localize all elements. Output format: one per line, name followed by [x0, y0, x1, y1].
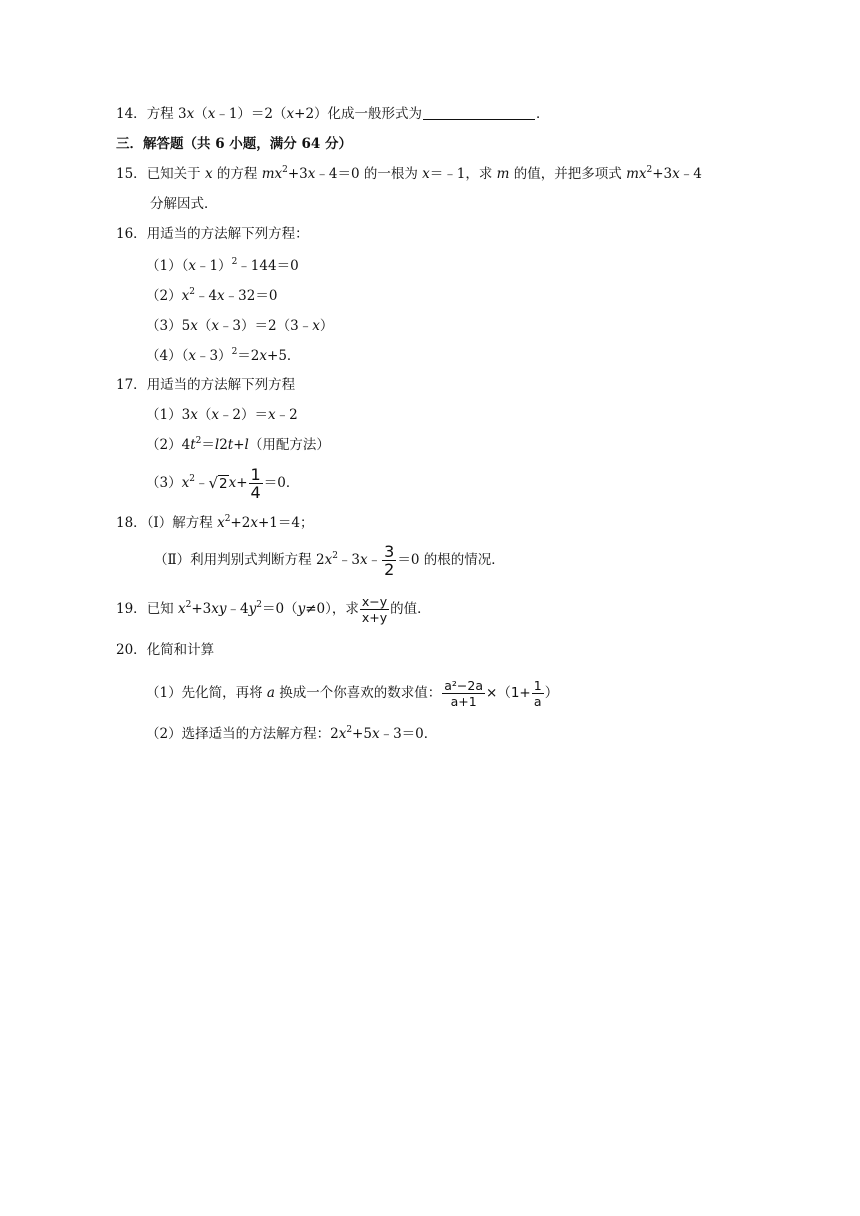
question-number: 19．	[116, 601, 147, 617]
math-text: （	[194, 106, 208, 122]
math-text: （3）5	[146, 318, 191, 334]
superscript: 2	[646, 165, 653, 175]
math-text: a	[266, 685, 275, 701]
math-text: +2）化成一般形式为	[294, 106, 423, 122]
math-text: ﹣4	[194, 288, 218, 304]
math-text: x	[286, 106, 295, 122]
math-text: ）	[544, 685, 559, 701]
math-text: ﹣4	[226, 601, 249, 617]
math-text: ﹣3）＝2（3﹣	[218, 318, 313, 334]
superscript: 2	[346, 725, 353, 735]
math-text: x	[211, 318, 219, 334]
section-heading: 三．解答题（共 6 小题，满分 64 分）	[116, 136, 352, 152]
q17-part-2	[146, 435, 330, 455]
math-text: ＝2	[237, 348, 260, 364]
math-text: +1＝4；	[257, 515, 314, 531]
math-text: mx	[626, 166, 647, 182]
math-text: 已知	[146, 601, 178, 617]
math-text: ﹣32＝0	[224, 288, 278, 304]
math-text: y	[248, 601, 257, 617]
math-text: 化简和计算	[146, 642, 215, 658]
math-text: +3	[191, 601, 212, 617]
math-text: ＝0．	[263, 475, 300, 491]
math-text: （Ⅱ）利用判别式判断方程 2	[154, 552, 325, 568]
math-text: x	[307, 166, 316, 182]
math-text: ﹣	[367, 552, 382, 568]
math-text: ＝0 的根的情况．	[397, 552, 505, 568]
math-text: ﹣1）	[195, 258, 232, 274]
math-text: x	[250, 515, 258, 531]
superscript: 2	[231, 347, 238, 357]
fraction-a-squared-expression	[442, 679, 485, 709]
math-text: a²−2a	[444, 677, 484, 693]
math-text: 已知关于	[146, 166, 205, 182]
question-16	[116, 224, 309, 244]
math-text: x	[338, 726, 347, 742]
math-text: t	[190, 437, 196, 453]
math-text: x	[190, 318, 198, 334]
math-text: （2）4	[146, 437, 191, 453]
question-number: 18．	[116, 515, 147, 531]
math-text: +	[236, 475, 248, 491]
math-text: ﹣2	[275, 407, 298, 423]
math-text: +5	[352, 726, 372, 742]
math-text: 的方程	[212, 166, 262, 182]
math-text: ×（1+	[486, 685, 531, 701]
math-text: （	[197, 407, 212, 423]
math-text: a	[533, 693, 542, 709]
math-text: 2	[219, 437, 228, 453]
math-text: ﹣4＝0 的一根为	[315, 166, 423, 182]
math-text: x	[312, 318, 320, 334]
math-text: +3	[652, 166, 673, 182]
math-text: x	[188, 348, 196, 364]
q17-part-1	[146, 405, 298, 425]
math-text: x	[422, 166, 430, 182]
q16-part-1	[146, 256, 299, 276]
math-text: 4	[250, 483, 261, 502]
math-text: a+1	[450, 693, 477, 709]
question-20	[116, 640, 214, 660]
math-text: y	[297, 601, 306, 617]
math-text: ﹣2）＝	[218, 407, 269, 423]
math-text: （1）先化简，再将	[146, 685, 267, 701]
question-17	[116, 375, 295, 395]
fraction-x-minus-y-over-x-plus-y	[360, 595, 389, 625]
math-text: 1	[533, 677, 542, 693]
math-text: ﹣144＝0	[237, 258, 299, 274]
q17-part-3	[146, 466, 299, 501]
math-text: t	[227, 437, 234, 453]
math-text: （1）（	[146, 258, 189, 274]
question-number: 17．	[116, 377, 147, 393]
math-text: 的值．	[390, 601, 431, 617]
math-text: 用适当的方法解下列方程：	[146, 226, 309, 242]
math-text: ≠0），求	[305, 601, 359, 617]
math-text: （Ⅰ）解方程	[146, 515, 218, 531]
math-text: x	[268, 407, 276, 423]
math-text: x	[211, 407, 219, 423]
math-text: 方程 3	[146, 106, 187, 122]
math-text: ＝0（	[261, 601, 298, 617]
fraction-three-halves	[382, 543, 396, 578]
math-text: （3）	[146, 475, 182, 491]
math-text: ．	[536, 106, 550, 122]
math-text: （用配方法）	[248, 437, 330, 453]
math-text: x	[186, 106, 195, 122]
fraction-one-quarter	[249, 466, 263, 501]
math-text: 2	[219, 476, 228, 492]
math-text: √	[208, 474, 219, 492]
question-14	[116, 104, 550, 124]
question-number: 16．	[116, 226, 147, 242]
question-number: 14．	[116, 106, 147, 122]
q18-part-2	[154, 543, 505, 578]
math-text: x−y	[361, 593, 388, 609]
fraction-one-over-a	[532, 679, 544, 709]
question-15-continuation: 分解因式．	[150, 196, 218, 212]
math-text: m	[496, 166, 510, 182]
math-text: ＝	[201, 437, 215, 453]
math-text: x	[204, 166, 213, 182]
math-text: +	[233, 437, 245, 453]
math-text: x	[672, 166, 680, 182]
math-text: mx	[261, 166, 283, 182]
math-text: x+y	[361, 609, 388, 625]
question-number: 15．	[116, 166, 147, 182]
math-text: （2）选择适当的方法解方程：2	[146, 726, 339, 742]
square-root	[208, 468, 228, 499]
math-text: l	[214, 437, 220, 453]
math-text: x	[190, 407, 198, 423]
q20-part-1	[146, 676, 558, 710]
superscript: 2	[185, 600, 192, 610]
math-text: ﹣3）	[195, 348, 232, 364]
math-text: x	[371, 726, 380, 742]
superscript: 2	[189, 287, 195, 297]
question-18	[116, 513, 313, 533]
math-text: 3	[384, 542, 395, 561]
math-text: ﹣1）＝2（	[215, 106, 287, 122]
math-text: 用适当的方法解下列方程	[146, 377, 296, 393]
math-text: x	[217, 288, 225, 304]
math-text: 换成一个你喜欢的数求值：	[274, 685, 442, 701]
math-text: x	[207, 106, 216, 122]
math-text: x	[181, 288, 190, 304]
answer-blank[interactable]	[423, 105, 535, 120]
math-text: x	[324, 552, 333, 568]
math-text: x	[360, 552, 368, 568]
math-text: （2）	[146, 288, 182, 304]
math-text: +2	[230, 515, 251, 531]
math-text: +5．	[267, 348, 301, 364]
math-text: 2	[384, 560, 395, 579]
superscript: 2	[256, 600, 262, 610]
math-text: x	[177, 601, 186, 617]
math-text: x	[259, 348, 268, 364]
math-text: 的值，并把多项式	[509, 166, 627, 182]
math-text: ＝﹣1，求	[429, 166, 497, 182]
q16-part-4	[146, 346, 300, 366]
question-15	[116, 164, 702, 184]
math-text: +3	[287, 166, 308, 182]
question-number: 20．	[116, 642, 147, 658]
math-text: （1）3	[146, 407, 191, 423]
math-text: （4）（	[146, 348, 189, 364]
superscript: 2	[231, 257, 238, 267]
math-text: ﹣	[194, 475, 209, 491]
q16-part-2	[146, 286, 277, 306]
math-text: ﹣3＝0．	[379, 726, 438, 742]
math-text: （	[197, 318, 212, 334]
math-text: x	[217, 515, 225, 531]
math-text: ）	[319, 318, 334, 334]
question-19	[116, 594, 431, 625]
math-text: ﹣3	[337, 552, 361, 568]
math-text: l	[244, 437, 249, 453]
math-text: x	[188, 258, 196, 274]
q20-part-2	[146, 724, 437, 744]
math-text: x	[228, 475, 237, 491]
superscript: 2	[189, 474, 195, 484]
math-text: ﹣4	[679, 166, 702, 182]
superscript: 2	[195, 436, 202, 446]
superscript: 2	[332, 551, 338, 561]
math-text: xy	[211, 601, 227, 617]
superscript: 2	[282, 165, 288, 175]
superscript: 2	[224, 514, 231, 524]
q16-part-3	[146, 316, 333, 336]
math-text: 1	[250, 465, 261, 484]
math-text: x	[181, 475, 190, 491]
